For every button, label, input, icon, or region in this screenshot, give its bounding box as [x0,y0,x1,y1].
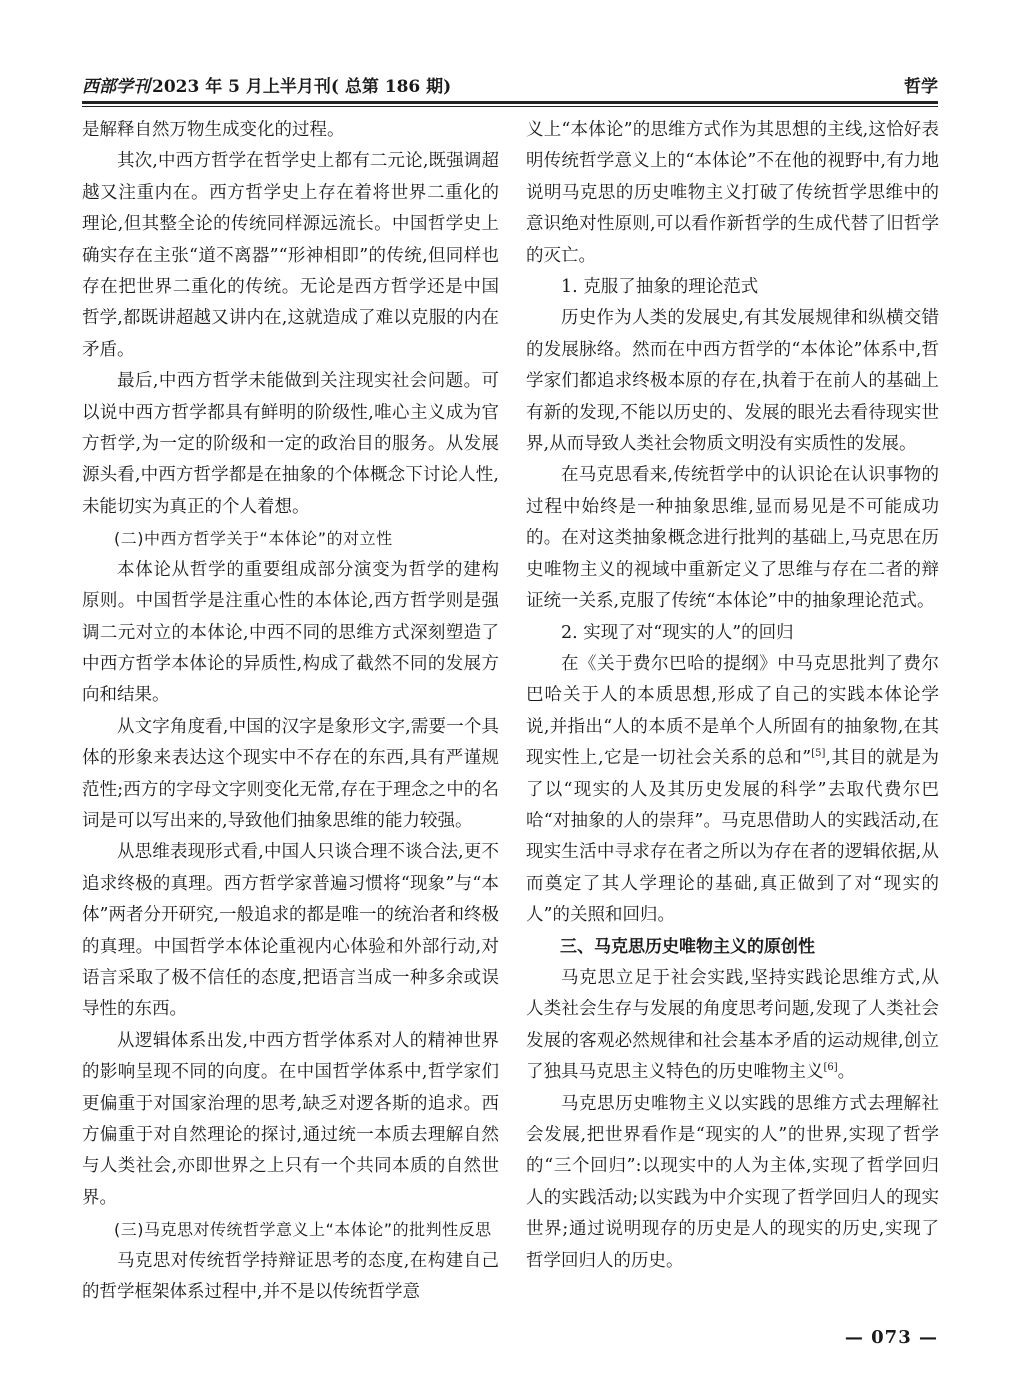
body-paragraph: 历史作为人类的发展史,有其发展规律和纵横交错的发展脉络。然而在中西方哲学的“本体论”体系中,哲学家们都追求终极本原的存在,执着于在前人的基础上有新的发现,不能以历史的、发展的眼光去看待现实世界,从而导致人类社会物质文明没有实质性的发展。 [526,308,939,455]
body-paragraph: 其次,中西方哲学在哲学史上都有二元论,既强调超越又注重内在。西方哲学史上存在着将世界二重化的理论,但其整全论的传统同样源远流长。中国哲学史上确实存在主张“道不离器”“形神相即”的传统,但同样也存在把世界二重化的传统。无论是西方哲学还是中国哲学,都既讲超越又讲内在,这就造成了难以克服的内在矛盾。 [82,151,499,360]
citation-ref: [6] [823,1062,838,1074]
citation-ref: [5] [811,748,826,760]
numbered-heading: 2. 实现了对“现实的人”的回归 [561,622,794,643]
paragraph-text: 在《关于费尔巴哈的提纲》中马克思批判了费尔巴哈关于人的本质思想,形成了自己的实践本体论学说,并指出“人的本质不是单个人所固有的抽象物,在其现实性上,它是一切社会关系的总和” [526,653,939,769]
header-journal-info [82,72,451,97]
continued-paragraph: 义上“本体论”的思维方式作为其思想的主线,这恰好表明传统哲学意义上的“本体论”不在他的视野中,有力地说明马克思的历史唯物主义打破了传统哲学思维中的意识绝对性原则,可以看作新哲学的生成代替了旧哲学的灭亡。 [526,120,939,266]
left-column [82,115,499,1308]
section-label: 哲学 [904,77,938,97]
body-paragraph: 从文字角度看,中国的汉字是象形文字,需要一个具体的形象来表达这个现实中不存在的东西,具有严谨规范性;西方的字母文字则变化无常,存在于理念之中的名词是可以写出来的,导致他们抽象思维的能力较强。 [82,716,499,831]
header-rule-thick [82,101,938,104]
section-heading: 三、马克思历史唯物主义的原创性 [560,936,815,957]
paragraph-text: 。 [837,1062,856,1083]
numbered-heading: 1. 克服了抽象的理论范式 [561,277,759,298]
running-header [82,70,938,100]
body-paragraph: 从思维表现形式看,中国人只谈合理不谈合法,更不追求终极的真理。西方哲学家普遍习惯将“现象”与“本体”两者分开研究,一般追求的都是唯一的统治者和终极的真理。中国哲学本体论重视内心体验和外部行动,对语言采取了极不信任的态度,把语言当成一种多余或误导性的东西。 [82,842,500,1020]
body-paragraph: 最后,中西方哲学未能做到关注现实社会问题。可以说中西方哲学都具有鲜明的阶级性,唯心主义成为官方哲学,为一定的阶级和一定的政治目的服务。从发展源头看,中西方哲学都是在抽象的个体概念下讨论人性,未能切实为真正的个人着想。 [82,371,499,517]
journal-logo: 西部学刊 [82,77,150,97]
paragraph-text: 马克思立足于社会实践,坚持实践论思维方式,从人类社会生存与发展的角度思考问题,发现了人类社会发展的客观必然规律和社会基本矛盾的运动规律,创立了独具马克思主义特色的历史唯物主义 [526,967,939,1083]
subsection-heading: (三)马克思对传统哲学意义上“本体论”的批判性反思 [114,1220,492,1240]
right-column [526,115,939,1277]
header-rule-thin [82,106,938,107]
body-paragraph [526,649,939,932]
body-paragraph: 马克思对传统哲学持辩证思考的态度,在构建自己的哲学框架体系过程中,并不是以传统哲学意 [82,1250,499,1303]
subsection-heading: (二)中西方哲学关于“本体论”的对立性 [114,529,393,549]
page-number: — 073 — [844,1327,938,1348]
paragraph-text: ,其目的就是为了以“现实的人及其历史发展的科学”去取代费尔巴哈“对抽象的人的崇拜”。马克思借助人的实践活动,在现实生活中寻求存在者之所以为存在者的逻辑依据,从而奠定了其人学理论的基础,真正做到了对“现实的人”的关照和回归。 [526,748,940,926]
issue-info: 2023 年 5 月上半月刊( 总第 186 期) [152,77,452,97]
body-paragraph: 从逻辑体系出发,中西方哲学体系对人的精神世界的影响呈现不同的向度。在中国哲学体系中,哲学家们更偏重于对国家治理的思考,缺乏对逻各斯的追求。西方偏重于对自然理论的探讨,通过统一本质去理解自然与人类社会,亦即世界之上只有一个共同本质的自然世界。 [82,1030,499,1208]
body-paragraph: 马克思历史唯物主义以实践的思维方式去理解社会发展,把世界看作是“现实的人”的世界,实现了哲学的“三个回归”:以现实中的人为主体,实现了哲学回归人的实践活动;以实践为中介实现了哲学回归人的现实世界;通过说明现存的历史是人的现实的历史,实现了哲学回归人的历史。 [526,1093,939,1271]
body-paragraph: 本体论从哲学的重要组成部分演变为哲学的建构原则。中国哲学是注重心性的本体论,西方哲学则是强调二元对立的本体论,中西不同的思维方式深刻塑造了中西方哲学本体论的异质性,构成了截然不同的发展方向和结果。 [82,559,499,706]
body-paragraph: 在马克思看来,传统哲学中的认识论在认识事物的过程中始终是一种抽象思维,显而易见是不可能成功的。在对这类抽象概念进行批判的基础上,马克思在历史唯物主义的视域中重新定义了思维与存在二者的辩证统一关系,克服了传统“本体论”中的抽象理论范式。 [526,465,939,612]
continued-paragraph: 是解释自然万物生成变化的过程。 [82,120,345,140]
body-paragraph [526,963,939,1089]
